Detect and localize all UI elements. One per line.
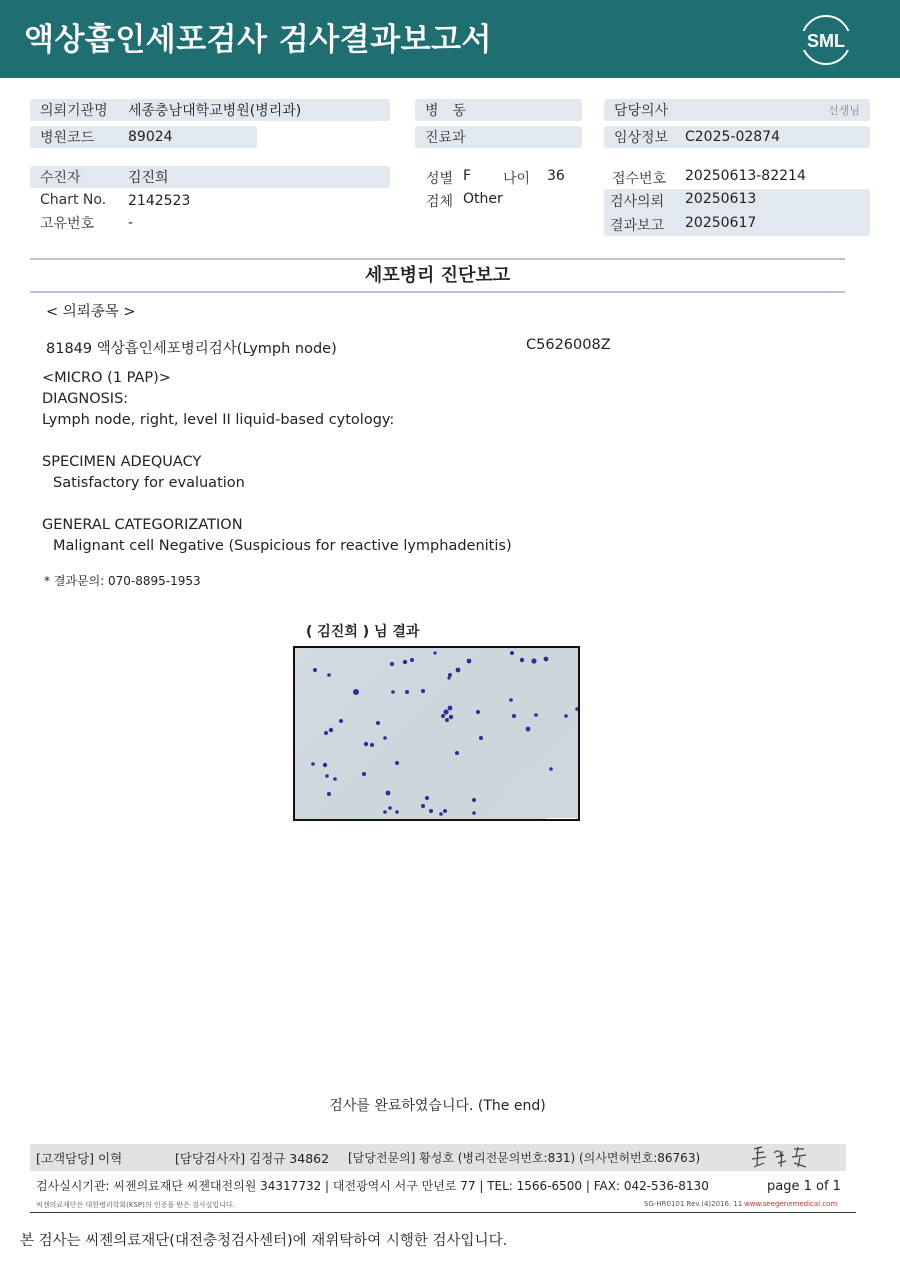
doctor-suffix: 선생님 [828, 104, 860, 117]
chart-no-label: Chart No. [40, 192, 107, 208]
report-date-value: 20250617 [685, 215, 757, 231]
sex-label: 성별 [426, 171, 454, 187]
report-date-label: 결과보고 [610, 218, 665, 234]
categorization-label: GENERAL CATEGORIZATION [42, 517, 243, 533]
diagnosis-label: DIAGNOSIS: [42, 391, 129, 407]
diagnosis-text: Lymph node, right, level II liquid-based cytology: [42, 412, 395, 428]
order-code: C5626008Z [526, 337, 611, 353]
department-row [415, 126, 582, 148]
order-item: 81849 액상흡인세포병리검사(Lymph node) [46, 341, 337, 357]
requesting-org-row [30, 99, 390, 121]
section-title: 세포병리 진단보고 [364, 265, 511, 286]
sml-logo [796, 12, 856, 68]
cytology-micrograph [293, 646, 580, 821]
section-top-divider [30, 258, 845, 260]
logo-text: SML [807, 31, 845, 51]
department-label: 진료과 [425, 130, 466, 146]
signature [748, 1143, 818, 1171]
specimen-label: 검체 [426, 194, 454, 210]
patient-label: 수진자 [40, 170, 81, 186]
adequacy-text: Satisfactory for evaluation [53, 475, 245, 491]
institution-info: 검사실시기관: 씨젠의료재단 씨젠대전의원 34317732 | 대전광역시 서구 만년로 77 | TEL: 1566-6500 | FAX: 042-536-8130 [36, 1179, 709, 1193]
age-value: 36 [547, 168, 565, 184]
micro-line: <MICRO (1 PAP)> [42, 370, 171, 386]
clinical-info-label: 임상정보 [614, 130, 669, 146]
receipt-no-label: 접수번호 [612, 171, 667, 187]
receipt-no-value: 20250613-82214 [685, 168, 806, 184]
section-bottom-divider [30, 291, 845, 293]
categorization-text: Malignant cell Negative (Suspicious for reactive lymphadenitis) [53, 538, 512, 554]
cell-dots [295, 648, 578, 819]
age-label: 나이 [503, 171, 531, 187]
customer-contact: [고객담당] 이혁 [36, 1151, 123, 1166]
unique-no-label: 고유번호 [40, 216, 95, 232]
ward-row [415, 99, 582, 121]
website: www.seegenemedical.com [744, 1200, 838, 1208]
request-date-value: 20250613 [685, 191, 757, 207]
examiner: [담당검사자] 김정규 34862 [175, 1151, 330, 1166]
chart-no-value: 2142523 [128, 193, 191, 209]
request-date-label: 검사의뢰 [610, 194, 665, 210]
end-text: 검사를 완료하였습니다. (The end) [329, 1098, 546, 1114]
image-caption: ( 김진희 ) 님 결과 [306, 624, 420, 640]
hospital-code-value: 89024 [128, 129, 173, 145]
patient-row [30, 166, 390, 188]
footer-divider [30, 1212, 856, 1213]
specimen-value: Other [463, 191, 503, 207]
date-block [604, 189, 870, 236]
specialist: [담당전문의] 황성호 (병리전문의번호:831) (의사면허번호:86763) [348, 1151, 701, 1165]
unique-no-value: - [128, 215, 134, 231]
ward-label: 병 동 [425, 103, 467, 119]
hospital-code-row [30, 126, 257, 148]
inquiry-phone: * 결과문의: 070-8895-1953 [44, 574, 201, 588]
doctor-row [604, 99, 870, 121]
hospital-code-label: 병원코드 [40, 130, 95, 146]
form-code: SG-HR0101 Rev.(4)2016. 11 [644, 1200, 743, 1208]
order-heading: < 의뢰종목 > [46, 304, 136, 320]
requesting-org-label: 의뢰기관명 [40, 103, 108, 119]
report-header [0, 0, 900, 78]
patient-value: 김진희 [128, 170, 169, 186]
clinical-info-row [604, 126, 870, 148]
report-title: 액상흡인세포검사 검사결과보고서 [24, 22, 492, 58]
requesting-org-value: 세종충남대학교병원(병리과) [128, 103, 302, 119]
clinical-info-value: C2025-02874 [685, 129, 780, 145]
doctor-label: 담당의사 [614, 103, 669, 119]
sex-value: F [463, 168, 472, 184]
outsourcing-note: 본 검사는 씨젠의료재단(대전충청검사센터)에 재위탁하여 시행한 검사입니다. [20, 1233, 508, 1249]
page-number: page 1 of 1 [767, 1179, 841, 1194]
adequacy-label: SPECIMEN ADEQUACY [42, 454, 202, 470]
certification-text: 씨젠의료재단은 대한병리학회(KSP)의 인증을 받은 검사실입니다. [36, 1201, 235, 1209]
